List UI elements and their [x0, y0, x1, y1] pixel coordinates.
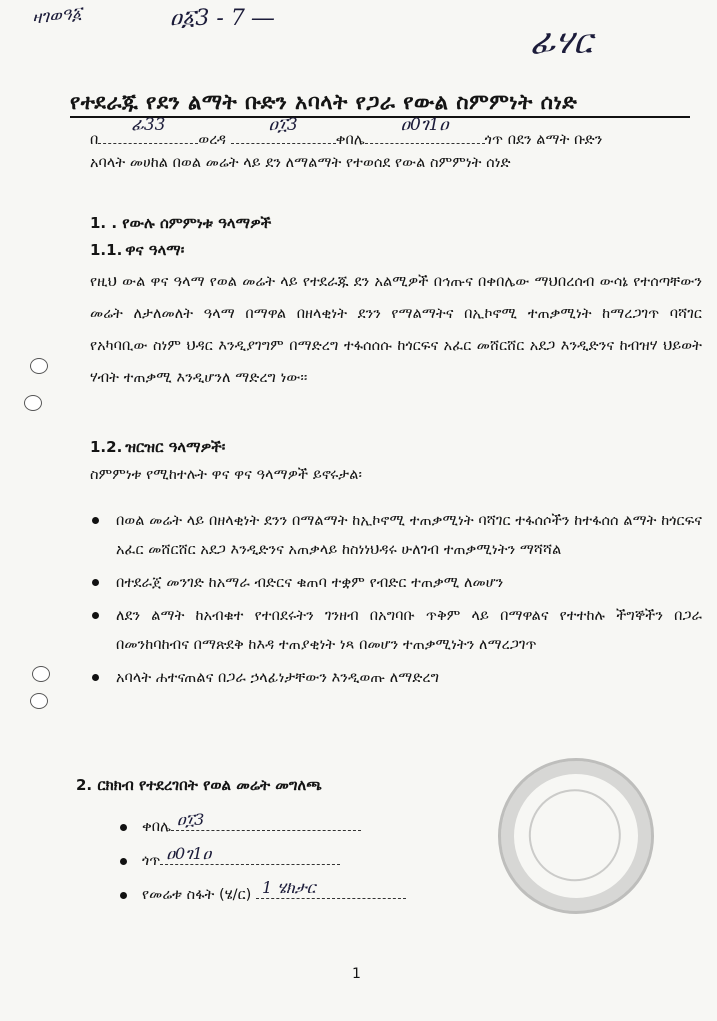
official-stamp-inner-ring: [520, 781, 629, 890]
section-1-heading: 1. . የውሉ ሰምምነቱ ዓላማዎች: [90, 214, 272, 232]
area-item-handwritten-value: 1 ሄክታር: [262, 878, 316, 897]
section-2-heading: 2. ርክክብ የተደረገበት የወል መሬት መግለጫ: [76, 776, 322, 794]
kebele-item-blank: [171, 810, 361, 831]
area-item-blank: [256, 878, 406, 899]
land-description-list: [118, 810, 406, 912]
intro-line-2: አባላት መሀከል በወል መሬት ላይ ደን ለማልማት የተወሰደ የውል ስምምነት ሰነድ: [90, 154, 511, 171]
got-item-label: ጎጥ: [142, 852, 161, 869]
list-item: አባላት ሐተናጠልና በጋራ ኃላፊነታቸውን እንዲወጡ ለማድረግ: [90, 663, 702, 692]
handwritten-note-top-right: ፊሃር: [530, 22, 593, 62]
woreda-handwritten-value: ዐ፲3: [268, 115, 298, 135]
document-title: የተደራጁ የደን ልማት ቡድን አባላት የጋራ የውል ስምምነት ሰነድ: [70, 90, 690, 118]
area-item-label: የመሬቱ ስፋት (ሄ/ር): [142, 886, 252, 903]
list-item: በተደራጀ መንገድ ከአማራ ብድርና ቁጠባ ተቋም የብድር ተጠቃሚ ለመሆን: [90, 568, 702, 597]
intro-suffix: ጎጥ በደን ልማት ቡድን: [484, 131, 603, 148]
intro-prefix: በ: [90, 131, 99, 148]
list-item: [118, 810, 406, 844]
section-1-1-heading: [90, 241, 184, 259]
intro-fill-line: [90, 115, 603, 148]
objectives-list: [90, 506, 702, 696]
region-blank: [98, 115, 198, 144]
kebele-blank: [365, 115, 485, 144]
section-1-2-number: 1.2.: [90, 438, 123, 456]
punch-hole-mark: [24, 395, 42, 411]
section-1-2-lead: ስምምነቱ የሚከተሉት ዋና ዋና ዓላማዎች ይኖሩታል፡: [90, 466, 362, 483]
section-1-2-title: ዝርዝር ዓላማዎች፡: [125, 438, 226, 456]
handwritten-note-top-center: ዐ፩3 - 7 ―: [170, 6, 274, 31]
punch-hole-mark: [32, 666, 50, 682]
section-1-1-paragraph: የዚህ ውል ዋና ዓላማ የወል መሬት ላይ የተደራጁ ደን አልሚዎች በኅጡና በቀበሌው ማህበረሰብ ውሳኔ የተሰጣቸውን መሬት ለታለመለት ዓላማ በማዋል በዘላቂነት ደንን የማልማትና በኢኮኖሚ ተጠቃሚነት ከማረጋገጥ ባሻገር የአካባቢው ስነም ህዳር እንዲያገግም በማድረግ ተፋሰሰሱ ከጎርፍና አፈር መሸርሸር አደጋ እንዲድንና ከብዝሃ ህይወት ሃብት ተጠቃሚ እንዲሆንለ ማድረግ ነው፡፡: [90, 273, 702, 386]
region-handwritten-value: ፊ33: [131, 115, 166, 135]
list-item: [118, 878, 406, 912]
section-1-1-title: ዋና ዓላማ፡: [125, 241, 185, 259]
got-item-handwritten-value: ዐ0ገ1ዐ: [166, 844, 212, 863]
woreda-blank: [231, 115, 336, 144]
kebele-item-label: ቀበሌ: [142, 818, 171, 835]
got-item-blank: [160, 844, 340, 865]
list-item: በወል መሬት ላይ በዘላቂነት ደንን በማልማት ከኢኮኖሚ ተጠቃሚነት ባሻገር ተፋሰሶችን ከተፋሰሰ ልማት ከጎርፍና አፈር መሸርሸር አደጋ እንዲድንና አጠቃላይ ከስነነህዳሩ ሁለገብ ተጠቃሚነትን ማሻሻል: [90, 506, 702, 564]
section-1-2-heading: [90, 438, 225, 456]
kebele-label: ቀበሌ: [335, 131, 365, 148]
kebele-item-handwritten-value: ዐ፲3: [176, 810, 205, 829]
punch-hole-mark: [30, 358, 48, 374]
kebele-handwritten-value: ዐ0ገ1ዐ: [400, 115, 449, 135]
woreda-label: ወረዳ: [198, 131, 227, 148]
section-1-1-number: 1.1.: [90, 241, 123, 259]
punch-hole-mark: [30, 693, 48, 709]
page-number: 1: [352, 966, 361, 982]
handwritten-note-top-left: ዛገወዓ፩: [31, 3, 84, 29]
list-item: ለደን ልማት ከአብቁተ የተበደሩትን ገንዘብ በአግባቡ ጥቅም ላይ በማዋልና የተተከሉ ችግኞችን በጋራ በመንከባከብና በማጽደቅ ከእዳ ተጠያቂነት ነጻ በመሆን ተጠቃሚነትን ለማረጋገጥ: [90, 601, 702, 659]
official-stamp: [483, 743, 668, 928]
